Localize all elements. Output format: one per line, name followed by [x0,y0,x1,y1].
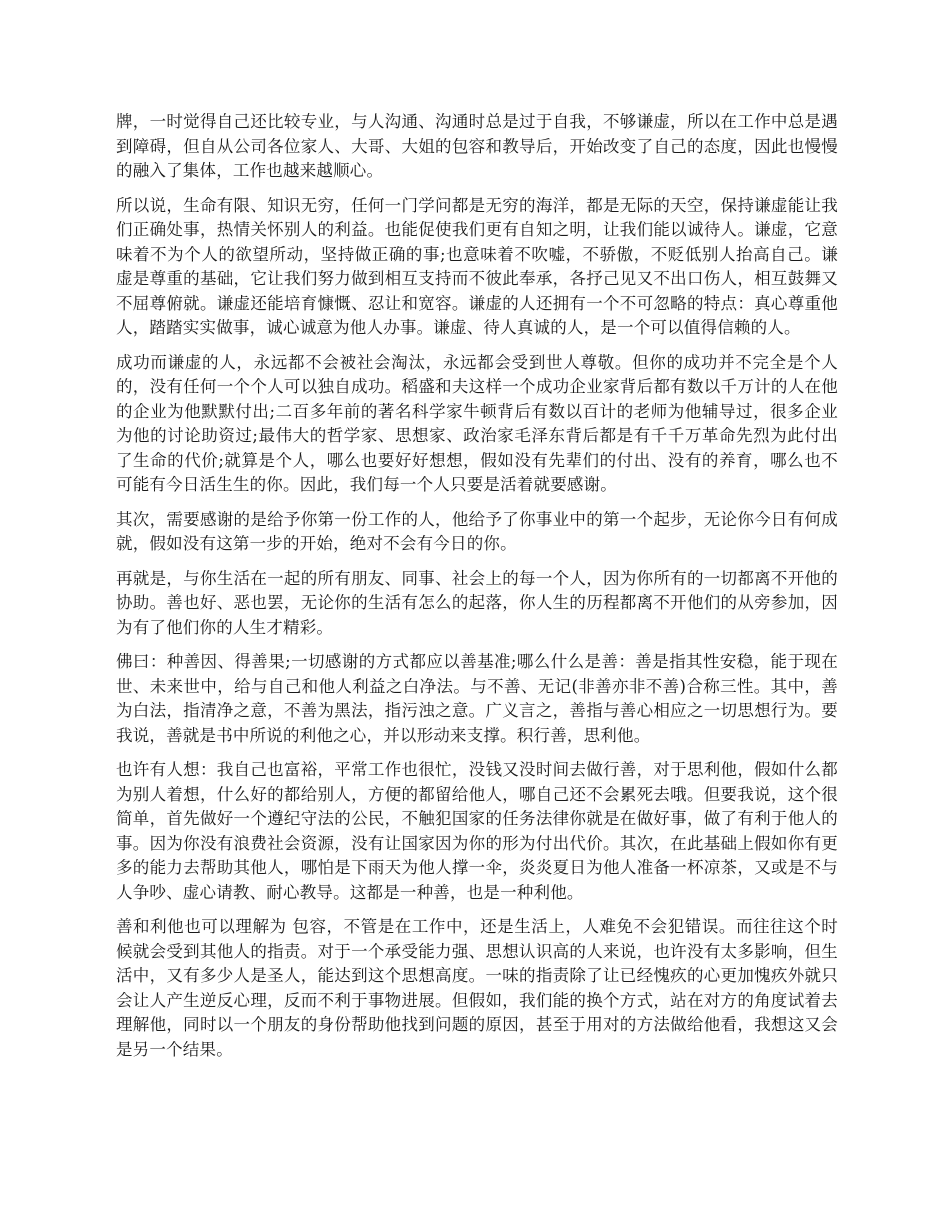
paragraph-6: 佛曰：种善因、得善果;一切感谢的方式都应以善基准;哪么什么是善：善是指其性安稳，能于现在世、未来世中，给与自己和他人利益之白净法。与不善、无记(非善亦非不善)合称三性。其中，善为白法，指清净之意，不善为黑法，指污浊之意。广义言之，善指与善心相应之一切思想行为。要我说，善就是书中所说的利他之心，并以形动来支撑。积行善，思利他。 [116,652,838,745]
paragraph-4: 其次，需要感谢的是给予你第一份工作的人，他给予了你事业中的第一个起步，无论你今日有何成就，假如没有这第一步的开始，绝对不会有今日的你。 [116,509,838,553]
document-body [116,110,838,1072]
paragraph-7: 也许有人想：我自己也富裕，平常工作也很忙，没钱又没时间去做行善，对于思利他，假如什么都为别人着想，什么好的都给别人，方便的都留给他人，哪自己还不会累死去哦。但要我说，这个很简单，首先做好一个遵纪守法的公民，不触犯国家的任务法律你就是在做好事，做了有利于他人的事。因为你没有浪费社会资源，没有让国家因为你的形为付出代价。其次，在此基础上假如你有更多的能力去帮助其他人，哪怕是下雨天为他人撑一伞，炎炎夏日为他人准备一杯凉茶，又或是不与人争吵、虚心请教、耐心教导。这都是一种善，也是一种利他。 [116,760,838,902]
paragraph-3: 成功而谦虚的人，永远都不会被社会淘汰，永远都会受到世人尊敬。但你的成功并不完全是个人的，没有任何一个个人可以独自成功。稻盛和夫这样一个成功企业家背后都有数以千万计的人在他的企业为他默默付出;二百多年前的著名科学家牛顿背后有数以百计的老师为他辅导过，很多企业为他的讨论助资过;最伟大的哲学家、思想家、政治家毛泽东背后都是有千千万革命先烈为此付出了生命的代价;就算是个人，哪么也要好好想想，假如没有先辈们的付出、没有的养育，哪么也不可能有今日活生生的你。因此，我们每一个人只要是活着就要感谢。 [116,352,838,494]
paragraph-8: 善和利他也可以理解为 包容，不管是在工作中，还是生活上，人难免不会犯错误。而往往这个时候就会受到其他人的指责。对于一个承受能力强、思想认识高的人来说，也许没有太多影响，但生活中，又有多少人是圣人，能达到这个思想高度。一味的指责除了让已经愧疚的心更加愧疚外就只会让人产生逆反心理，反而不利于事物进展。但假如，我们能的换个方式，站在对方的角度试着去理解他，同时以一个朋友的身份帮助他找到问题的原因，甚至于用对的方法做给他看，我想这又会是另一个结果。 [116,917,838,1059]
paragraph-2: 所以说，生命有限、知识无穷，任何一门学问都是无穷的海洋，都是无际的天空，保持谦虚能让我们正确处事，热情关怀别人的利益。也能促使我们更有自知之明，让我们能以诚待人。谦虚，它意味着不为个人的欲望所动，坚持做正确的事;也意味着不吹嘘，不骄傲，不贬低别人抬高自己。谦虚是尊重的基础，它让我们努力做到相互支持而不彼此奉承，各抒己见又不出口伤人，相互鼓舞又不屈尊俯就。谦虚还能培育慷慨、忍让和宽容。谦虚的人还拥有一个不可忽略的特点：真心尊重他人，踏踏实实做事，诚心诚意为他人办事。谦虚、待人真诚的人，是一个可以值得信赖的人。 [116,195,838,337]
paragraph-1: 牌，一时觉得自己还比较专业，与人沟通、沟通时总是过于自我，不够谦虚，所以在工作中总是遇到障碍，但自从公司各位家人、大哥、大姐的包容和教导后，开始改变了自己的态度，因此也慢慢的融入了集体，工作也越来越顺心。 [116,112,838,180]
paragraph-5: 再就是，与你生活在一起的所有朋友、同事、社会上的每一个人，因为你所有的一切都离不开他的协助。善也好、恶也罢，无论你的生活有怎么的起落，你人生的历程都离不开他们的从旁参加，因为有了他们你的人生才精彩。 [116,568,838,637]
